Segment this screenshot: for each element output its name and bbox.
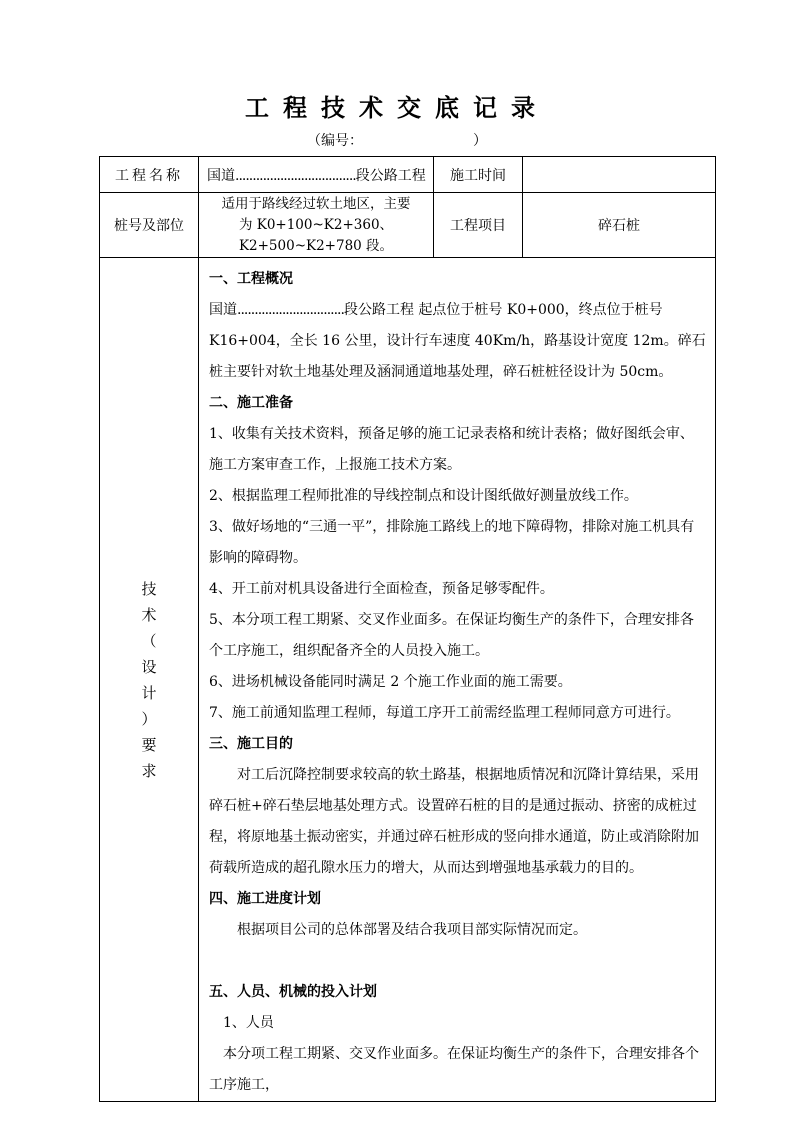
item-label: 工程项目 — [434, 193, 523, 258]
section-2-title: 二、施工准备 — [209, 395, 293, 411]
section-3-title: 三、施工目的 — [209, 736, 293, 752]
project-name-dots: ................................... — [235, 167, 356, 184]
section-5-title: 五、人员、机械的投入计划 — [209, 984, 377, 1000]
pile-desc-line-3: K2+500~K2+780 段。 — [238, 237, 394, 254]
side-char: 求 — [141, 761, 157, 780]
side-char: ） — [141, 709, 157, 728]
section-1-title: 一、工程概况 — [209, 271, 293, 287]
section-2-item: 4、开工前对机具设备进行全面检查，预备足够零配件。 — [209, 581, 554, 597]
section-5-sub-1: 1、人员 — [223, 1015, 274, 1031]
header-row-2 — [100, 193, 716, 258]
side-char: 要 — [141, 735, 157, 754]
header-row-1 — [100, 157, 716, 193]
section-2-item: 3、做好场地的“三通一平”，排除施工路线上的地下障碍物，排除对施工机具有影响的障碍物。 — [209, 519, 695, 566]
section-2-item: 1、收集有关技术资料，预备足够的施工记录表格和统计表格；做好图纸会审、施工方案审查工作，上报施工技术方案。 — [209, 426, 694, 473]
side-label — [141, 576, 157, 784]
item-value: 碎石桩 — [523, 193, 716, 258]
section-5-text: 本分项工程工期紧、交叉作业面多。在保证均衡生产的条件下，合理安排各个工序施工， — [209, 1046, 699, 1093]
section-2-item: 2、根据监理工程师批准的导线控制点和设计图纸做好测量放线工作。 — [209, 488, 638, 504]
pile-desc-line-1: 适用于路线经过软土地区，主要 — [221, 195, 411, 212]
project-name-value — [199, 157, 434, 193]
content-cell — [199, 258, 716, 1102]
pile-desc-line-2: 为 K0+100~K2+360、 — [238, 216, 394, 233]
section-3-text: 对工后沉降控制要求较高的软土路基，根据地质情况和沉降计算结果，采用碎石桩+碎石垫层地基处理方式。设置碎石桩的目的是通过振动、挤密的成桩过程，将原地基土振动密实，并通过碎石桩形成的竖向排水通道，防止或消除附加荷载所造成的超孔隙水压力的增大，从而达到增强地基承载力的目的。 — [209, 767, 699, 876]
number-close: ） — [473, 133, 487, 149]
side-char: 设 — [141, 657, 157, 676]
pile-label: 桩号及部位 — [100, 193, 199, 258]
section-2-item: 6、进场机械设备能同时满足 2 个施工作业面的施工需要。 — [209, 674, 572, 690]
side-char: 术 — [141, 605, 157, 624]
project-name-suffix: 段公路工程 — [355, 167, 426, 184]
section-4-title: 四、施工进度计划 — [209, 891, 321, 907]
section-2-item: 5、本分项工程工期紧、交叉作业面多。在保证均衡生产的条件下，合理安排各个工序施工，组织配备齐全的人员投入施工。 — [209, 612, 694, 659]
side-char: 计 — [141, 683, 157, 702]
section-2-item: 7、施工前通知监理工程师，每道工序开工前需经监理工程师同意方可进行。 — [209, 705, 680, 721]
pile-description — [199, 193, 434, 258]
blank-line — [209, 946, 707, 977]
side-char: 技 — [141, 579, 157, 598]
document-number — [0, 130, 794, 150]
section-1-text — [209, 295, 707, 388]
side-char: （ — [141, 631, 157, 650]
construction-time-label: 施工时间 — [434, 157, 523, 193]
document-title: 工程技术交底记录 — [245, 93, 549, 122]
section-4-text: 根据项目公司的总体部署及结合我项目部实际情况而定。 — [237, 922, 587, 938]
number-label: （编号： — [307, 133, 363, 149]
content-row — [100, 258, 716, 1102]
project-name-prefix: 国道 — [207, 167, 235, 184]
s1-dots: ............................... — [237, 302, 344, 318]
s1-text: 段公路工程 起点位于桩号 K0+000，终点位于桩号 K16+004，全长 16 公里，设计行车速度 40Km/h，路基设计宽度 12m。碎石桩主要针对软土地基处理及涵洞通道地基处理，碎石桩桩径设计为 50cm。 — [209, 302, 706, 380]
s1-prefix: 国道 — [209, 302, 237, 318]
side-label-cell — [100, 258, 199, 1102]
construction-time-value — [523, 157, 716, 193]
disclosure-table — [99, 156, 716, 1102]
project-name-label: 工程名称 — [100, 157, 199, 193]
